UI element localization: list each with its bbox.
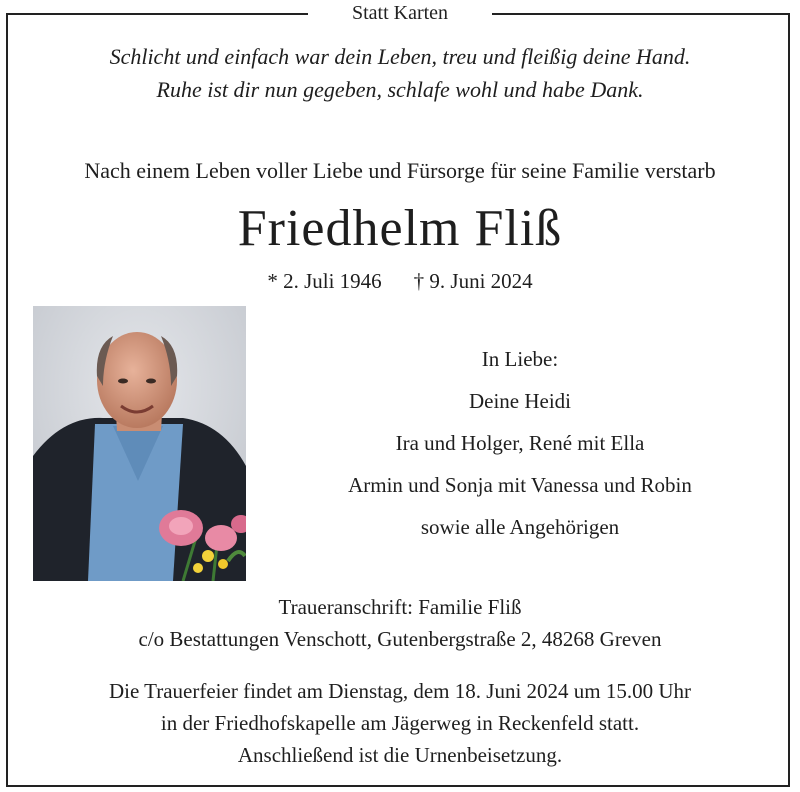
family-list (290, 338, 750, 548)
verse-line-1: Schlicht und einfach war dein Leben, treu und fleißig deine Hand. (109, 44, 691, 69)
family-line: Deine Heidi (468, 389, 572, 413)
death-date: † 9. Juni 2024 (413, 269, 533, 293)
life-dates (0, 266, 800, 296)
family-line: Ira und Holger, René mit Ella (395, 431, 645, 455)
verse-line-2: Ruhe ist dir nun gegeben, schlafe wohl und habe Dank. (156, 77, 644, 102)
family-line: sowie alle Angehörigen (420, 515, 620, 539)
birth-date: * 2. Juli 1946 (267, 269, 382, 293)
header-label: Statt Karten (308, 0, 492, 26)
intro-text: Nach einem Leben voller Liebe und Fürsorge für seine Familie verstarb (84, 158, 716, 183)
address-line-1: Traueranschrift: Familie Fliß (278, 595, 522, 619)
family-heading: In Liebe: (481, 347, 559, 371)
ceremony-line-1: Die Trauerfeier findet am Dienstag, dem 18. Juni 2024 um 15.00 Uhr (108, 679, 692, 703)
portrait-photo (33, 306, 246, 581)
ceremony-line-3: Anschließend ist die Urnenbeisetzung. (237, 743, 563, 767)
address-line-2: c/o Bestattungen Venschott, Gutenbergstraße 2, 48268 Greven (138, 627, 662, 651)
deceased-name: Friedhelm Fliß (237, 200, 563, 257)
family-line: Armin und Sonja mit Vanessa und Robin (348, 473, 692, 497)
ceremony-line-2: in der Friedhofskapelle am Jägerweg in Reckenfeld statt. (160, 711, 640, 735)
